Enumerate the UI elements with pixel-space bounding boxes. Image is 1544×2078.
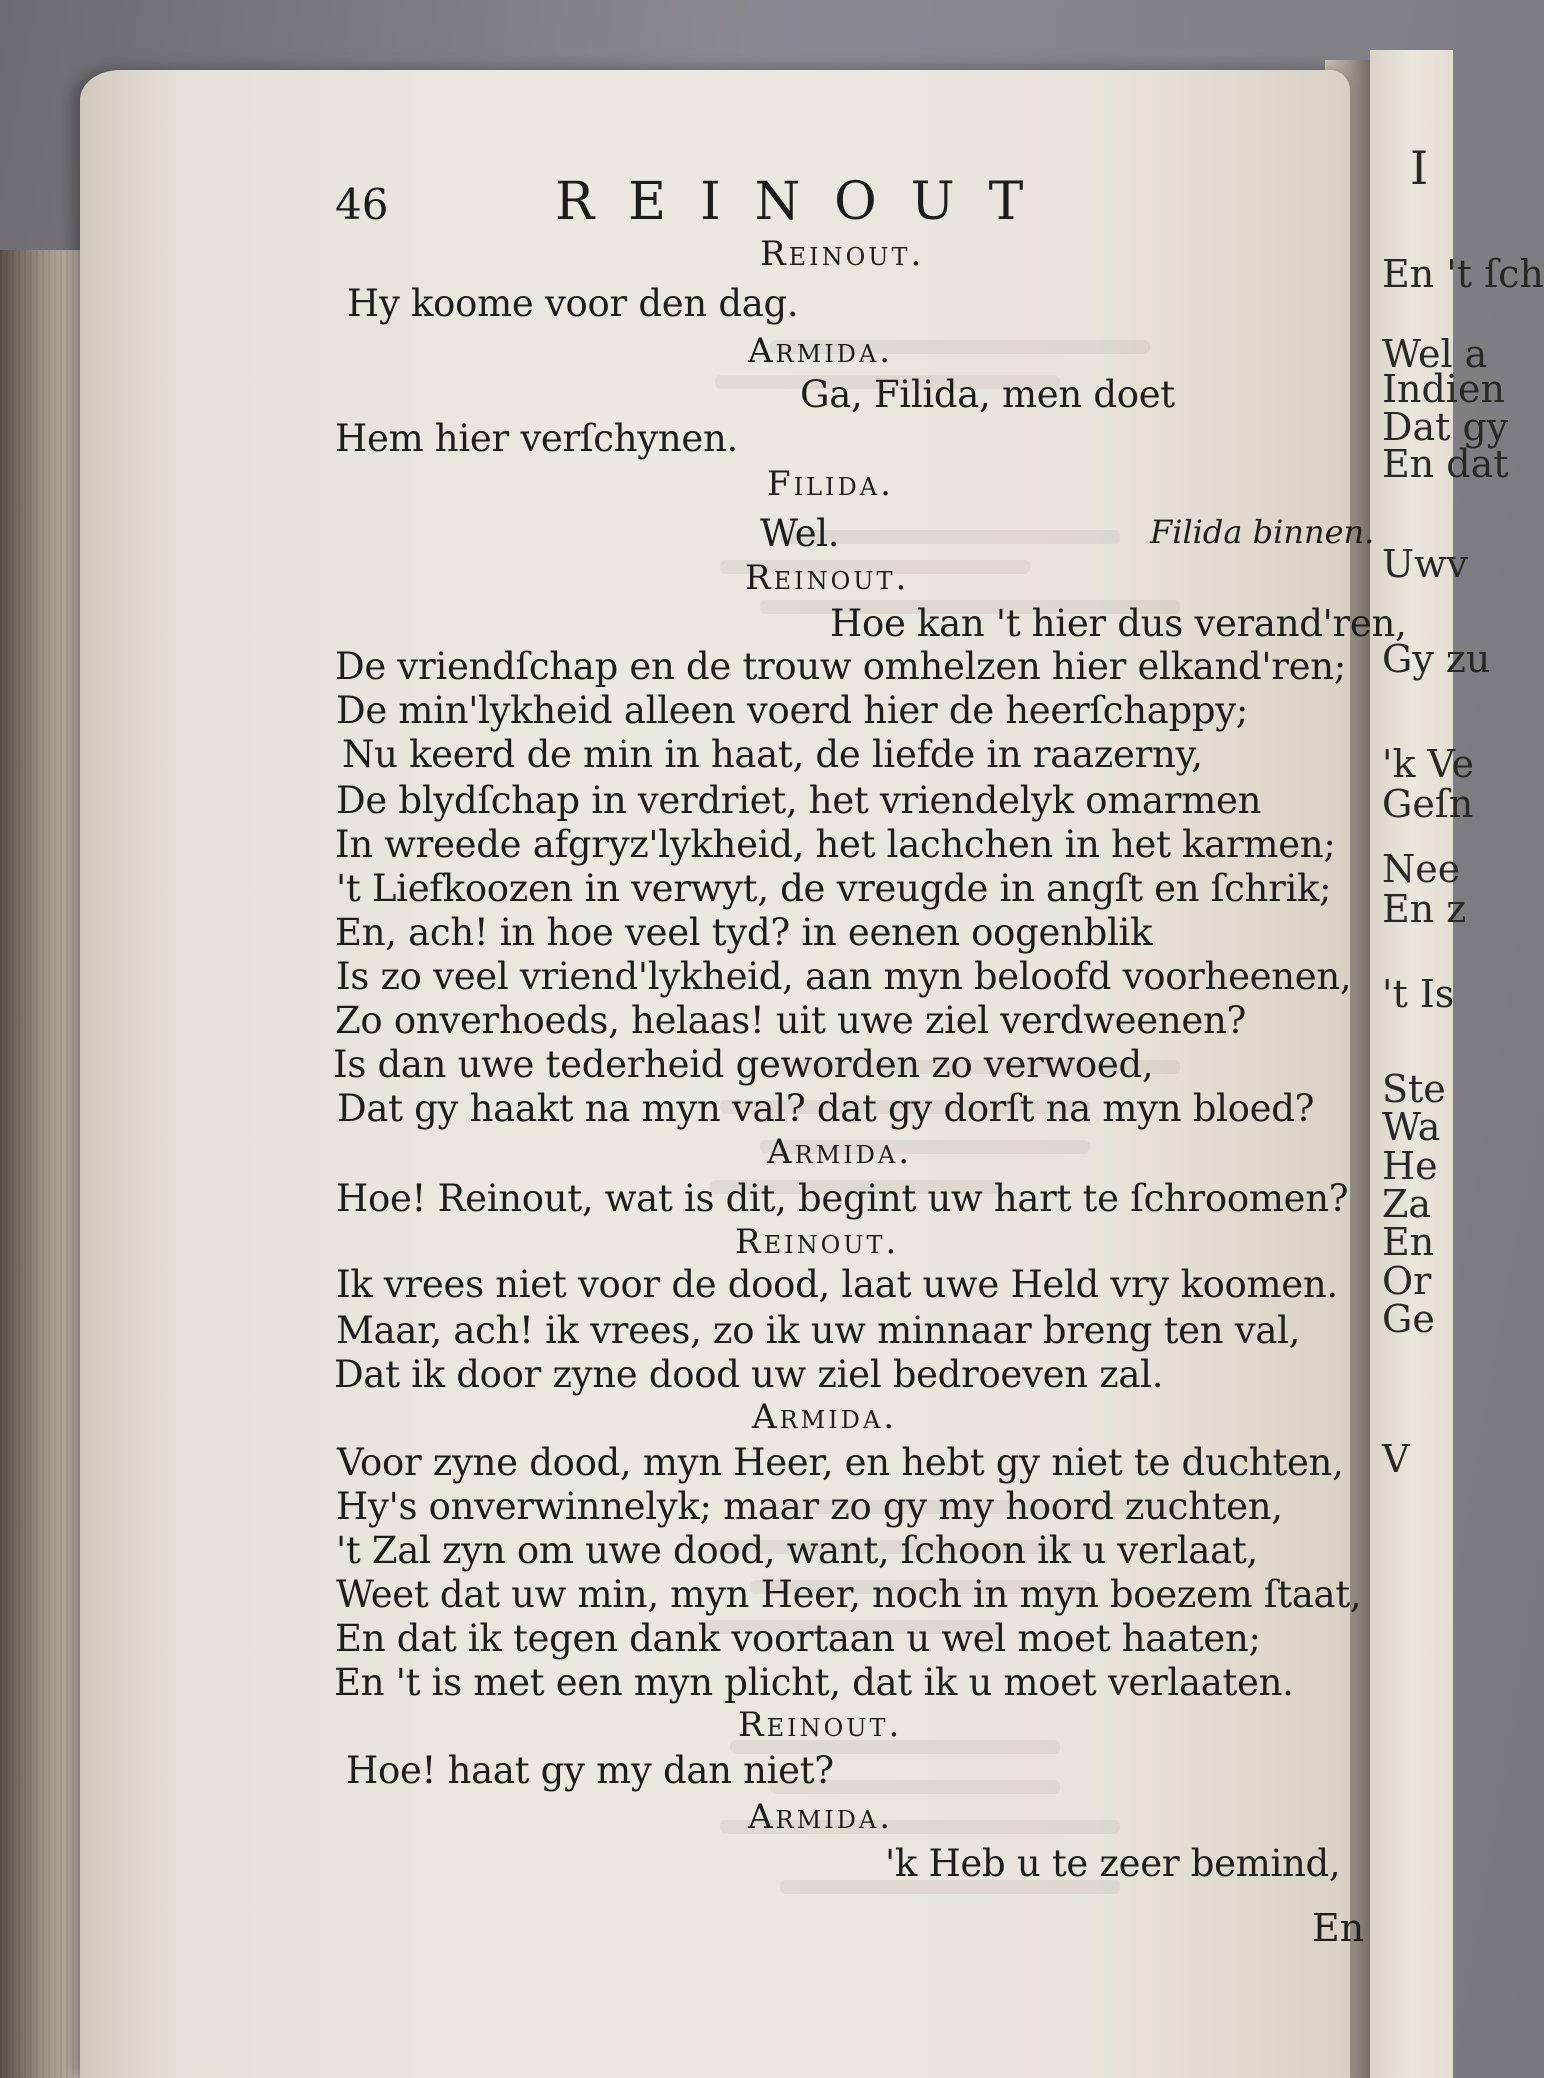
speaker-name: Armida. — [752, 1397, 898, 1437]
speaker-name: Reinout. — [745, 558, 910, 598]
facing-page — [1370, 50, 1544, 2078]
verse-line: Is dan uwe tederheid geworden zo verwoed, — [333, 1043, 1154, 1086]
verse-line: Hoe kan 't hier dus verand'ren, — [830, 602, 1407, 645]
verse-line: 't Liefkoozen in verwyt, de vreugde in angſt en ſchrik; — [336, 867, 1332, 910]
verse-line: Hy koome voor den dag. — [347, 282, 799, 325]
verse-line: Hoe! haat gy my dan niet? — [346, 1749, 834, 1792]
facing-page-fragment: Dat gy — [1382, 405, 1509, 449]
verse-line: De blydſchap in verdriet, het vriendelyk omarmen — [336, 779, 1262, 822]
speaker-name: Armida. — [748, 1797, 894, 1837]
facing-page-fragment: He — [1382, 1144, 1438, 1188]
verse-line: Dat ik door zyne dood uw ziel bedroeven zal. — [334, 1353, 1164, 1396]
verse-line: Dat gy haakt na myn val? dat gy dorſt na myn bloed? — [337, 1087, 1315, 1130]
speaker-name: Reinout. — [760, 234, 925, 274]
verse-line: En, ach! in hoe veel tyd? in eenen oogenblik — [335, 911, 1153, 954]
facing-page-fragment: En — [1382, 1220, 1435, 1264]
speaker-name: Reinout. — [735, 1222, 900, 1262]
verse-line: Ga, Filida, men doet — [800, 373, 1175, 416]
speaker-name: Armida. — [748, 331, 894, 371]
verse-line: Hy's onverwinnelyk; maar zo gy my hoord zuchten, — [336, 1485, 1283, 1528]
verse-line: Ik vrees niet voor de dood, laat uwe Held vry koomen. — [336, 1263, 1338, 1306]
verse-line: 'k Heb u te zeer bemind, — [885, 1842, 1341, 1885]
facing-page-fragment: 't Is — [1382, 972, 1455, 1016]
verse-line: De vriendſchap en de trouw omhelzen hier elkand'ren; — [335, 645, 1346, 688]
facing-page-fragment: Za — [1382, 1182, 1432, 1226]
verse-line: In wreede afgryz'lykheid, het lachchen in het karmen; — [335, 823, 1336, 866]
facing-page-fragment: Or — [1382, 1259, 1432, 1303]
verse-line: Voor zyne dood, myn Heer, en hebt gy niet te duchten, — [337, 1441, 1344, 1484]
verse-line: 't Zal zyn om uwe dood, want, ſchoon ik u verlaat, — [336, 1529, 1258, 1572]
facing-page-fragment: Ge — [1382, 1297, 1435, 1341]
verse-line: Hem hier verſchynen. — [335, 417, 738, 460]
verse-line: De min'lykheid alleen voerd hier de heerſchappy; — [336, 689, 1249, 732]
speaker-name: Armida. — [767, 1132, 913, 1172]
facing-page-fragment: Nee — [1382, 847, 1461, 891]
verse-line: Maar, ach! ik vrees, zo ik uw minnaar breng ten val, — [336, 1309, 1301, 1352]
facing-page-fragment: Wa — [1382, 1105, 1441, 1149]
stage-direction: Filida binnen. — [1150, 513, 1375, 551]
verse-line: Nu keerd de min in haat, de liefde in raazerny, — [342, 733, 1203, 776]
facing-page-fragment: V — [1382, 1437, 1410, 1481]
catchword: En — [1312, 1906, 1365, 1950]
page-number: 46 — [335, 180, 389, 229]
running-title: REINOUT — [555, 172, 1058, 232]
facing-page-fragment: Uwv — [1382, 542, 1469, 586]
facing-page-fragment: Indien — [1382, 367, 1505, 411]
facing-page-fragment: En z — [1382, 887, 1467, 931]
facing-page-fragment: Wel a — [1382, 332, 1488, 376]
facing-page-fragment: Ste — [1382, 1067, 1446, 1111]
verse-line: Is zo veel vriend'lykheid, aan myn beloofd voorheenen, — [336, 955, 1352, 998]
verse-line: Weet dat uw min, myn Heer, noch in myn boezem ſtaat, — [336, 1573, 1362, 1616]
speaker-name: Reinout. — [738, 1705, 903, 1745]
verse-line: En dat ik tegen dank voortaan u wel moet haaten; — [335, 1617, 1261, 1660]
verse-line: Wel. — [760, 512, 840, 555]
verse-line: En 't is met een myn plicht, dat ik u moet verlaaten. — [334, 1661, 1294, 1704]
facing-page-fragment: En 't ſch — [1382, 252, 1544, 296]
facing-page-fragment: En dat — [1382, 442, 1509, 486]
facing-page-fragment: 'k Ve — [1382, 742, 1474, 786]
facing-page-fragment: I — [1410, 141, 1429, 195]
facing-page-fragment: Geſn — [1382, 782, 1474, 826]
facing-page-fragment: Gy zu — [1382, 637, 1491, 681]
verse-line: Hoe! Reinout, wat is dit, begint uw hart te ſchroomen? — [336, 1177, 1349, 1220]
verse-line: Zo onverhoeds, helaas! uit uwe ziel verdweenen? — [335, 999, 1247, 1042]
speaker-name: Filida. — [767, 464, 894, 504]
